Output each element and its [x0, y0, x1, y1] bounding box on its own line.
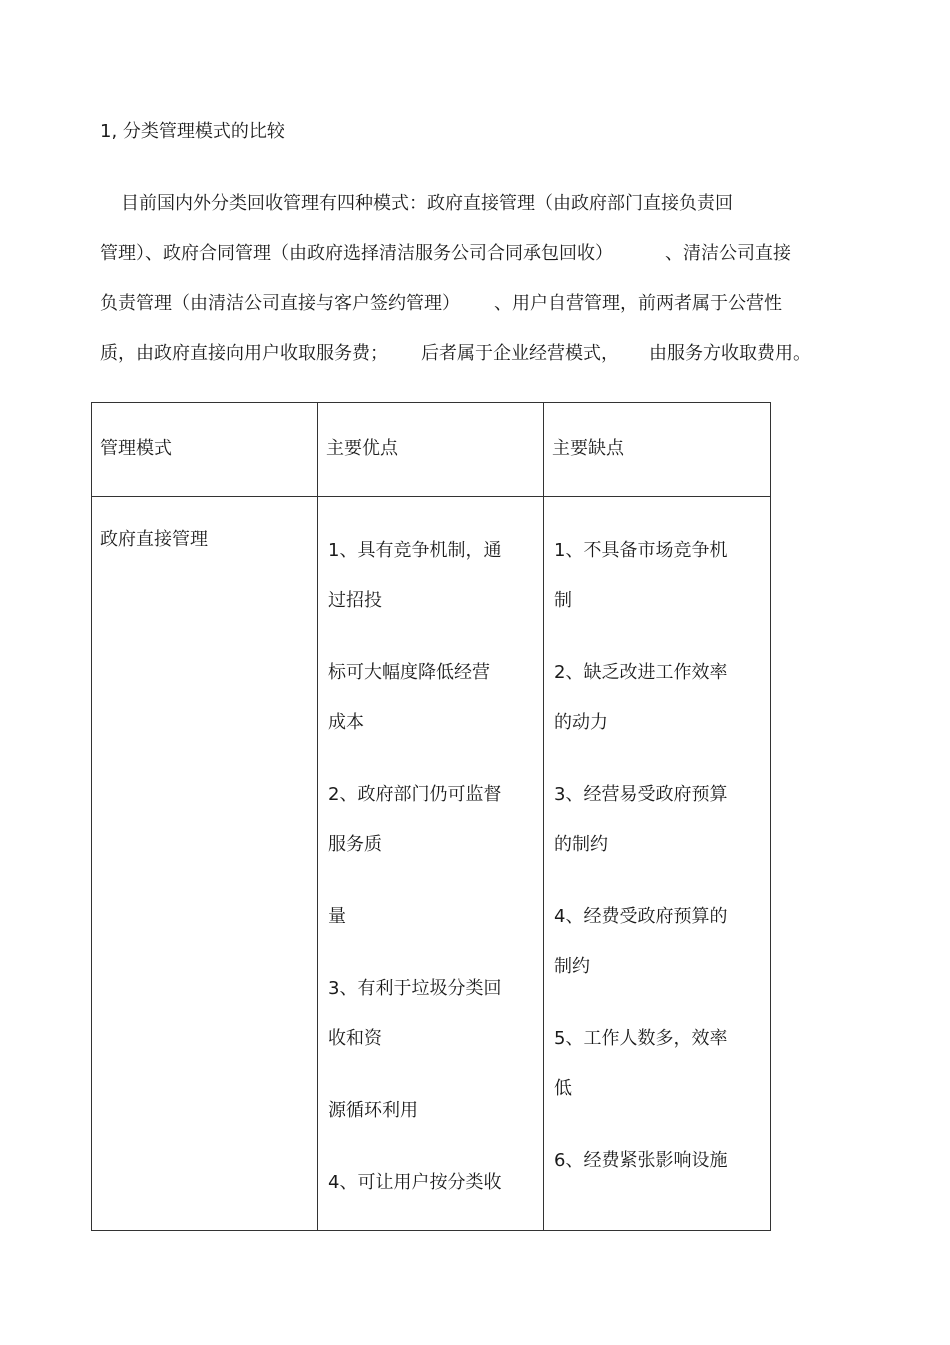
- list-item-line: 5、工作人数多，效率: [554, 1028, 728, 1049]
- list-item-line: 低: [554, 1078, 572, 1099]
- list-item: [328, 648, 543, 748]
- list-item-line: 量: [328, 906, 346, 927]
- list-item-line: 成本: [328, 712, 364, 733]
- list-item-line: 服务质: [328, 834, 382, 855]
- list-item-line: 的动力: [554, 712, 608, 733]
- mode-cell: 政府直接管理: [92, 497, 318, 1231]
- paragraph-segment: 负责管理（由清洁公司直接与客户签约管理）: [100, 293, 460, 314]
- header-cell-mode: 管理模式: [92, 403, 318, 497]
- paragraph-segment: 由服务方收取费用。: [649, 343, 811, 364]
- list-item: [554, 892, 770, 992]
- list-item-line: 的制约: [554, 834, 608, 855]
- list-item-line: 制约: [554, 956, 590, 977]
- list-item-line: 4、可让用户按分类收: [328, 1172, 502, 1193]
- list-item-line: 标可大幅度降低经营: [328, 662, 490, 683]
- table-row: [92, 497, 771, 1231]
- comparison-table: [91, 402, 771, 1231]
- list-item: [328, 1086, 543, 1136]
- list-item-line: 3、经营易受政府预算: [554, 784, 728, 805]
- paragraph-line: [100, 290, 782, 318]
- list-item: [554, 1136, 770, 1186]
- list-item-line: 6、经费紧张影响设施: [554, 1150, 728, 1171]
- list-item: [328, 526, 543, 626]
- list-item: [554, 770, 770, 870]
- list-item: [328, 892, 543, 942]
- section-heading: 1, 分类管理模式的比较: [100, 121, 285, 142]
- advantages-list: [318, 497, 543, 1208]
- disadvantages-list: [544, 497, 770, 1186]
- header-cell-disadvantages: 主要缺点: [544, 403, 771, 497]
- list-item-line: 源循环利用: [328, 1100, 418, 1121]
- list-item-line: 2、缺乏改进工作效率: [554, 662, 728, 683]
- paragraph-segment: 质，由政府直接向用户收取服务费；: [100, 343, 388, 364]
- list-item: [554, 648, 770, 748]
- list-item: [554, 1014, 770, 1114]
- list-item: [328, 770, 543, 870]
- list-item-line: 1、不具备市场竞争机: [554, 540, 728, 561]
- list-item-line: 2、政府部门仍可监督: [328, 784, 502, 805]
- disadvantages-cell: [544, 497, 771, 1231]
- list-item-line: 过招投: [328, 590, 382, 611]
- paragraph-segment: 、用户自营管理，前两者属于公营性: [494, 293, 782, 314]
- list-item: [328, 1158, 543, 1208]
- list-item-line: 3、有利于垃圾分类回: [328, 978, 502, 999]
- paragraph-segment: 、清洁公司直接: [665, 243, 791, 264]
- list-item: [554, 526, 770, 626]
- paragraph-line: [100, 240, 791, 268]
- list-item-line: 制: [554, 590, 572, 611]
- paragraph-line: [100, 340, 811, 368]
- list-item: [328, 964, 543, 1064]
- list-item-line: 4、经费受政府预算的: [554, 906, 728, 927]
- list-item-line: 收和资: [328, 1028, 382, 1049]
- header-cell-advantages: 主要优点: [318, 403, 544, 497]
- paragraph-segment: 管理）、政府合同管理（由政府选择清洁服务公司合同承包回收）: [100, 243, 613, 264]
- list-item-line: 1、具有竞争机制，通: [328, 540, 502, 561]
- paragraph-line: 目前国内外分类回收管理有四种模式：政府直接管理（由政府部门直接负责回: [121, 193, 733, 214]
- table-header-row: [92, 403, 771, 497]
- advantages-cell: [318, 497, 544, 1231]
- paragraph-segment: 后者属于企业经营模式，: [421, 343, 619, 364]
